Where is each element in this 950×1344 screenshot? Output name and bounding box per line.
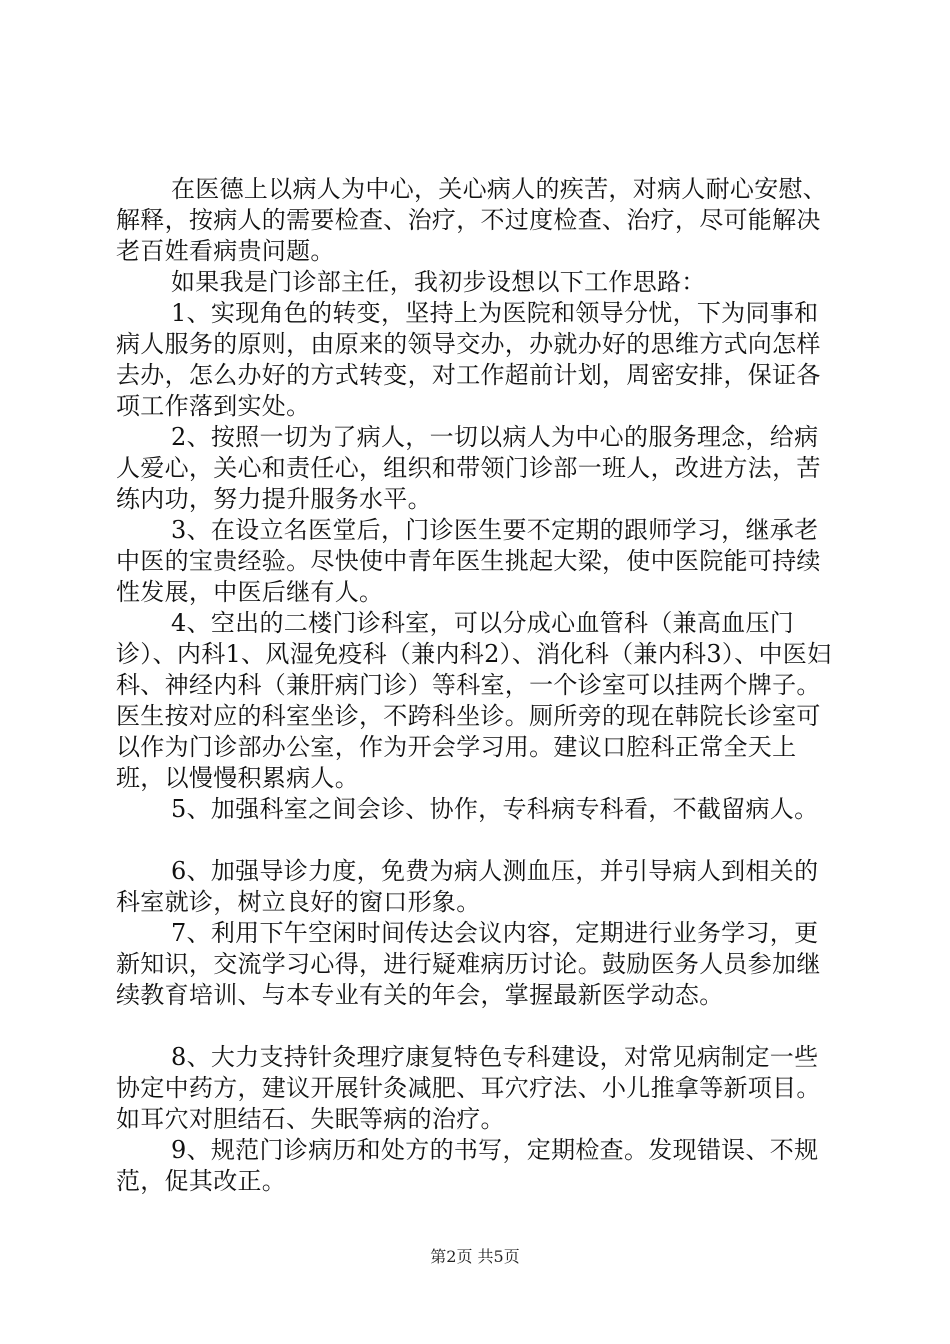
paragraph-item-9: 9、规范门诊病历和处方的书写，定期检查。发现错误、不规范，促其改正。	[116, 1136, 819, 1195]
paragraph-item-5: 5、加强科室之间会诊、协作，专科病专科看，不截留病人。	[171, 795, 819, 823]
paragraph-medical-ethics: 在医德上以病人为中心，关心病人的疾苦，对病人耐心安慰、解释，按病人的需要检查、治疗，不过度检查、治疗，尽可能解决老百姓看病贵问题。	[116, 175, 828, 265]
paragraph-item-4: 4、空出的二楼门诊科室，可以分成心血管科（兼高血压门诊）、内科1、风湿免疫科（兼内科2）、消化科（兼内科3）、中医妇科、神经内科（兼肝病门诊）等科室，一个诊室可以挂两个牌子。医生按对应的科室坐诊，不跨科坐诊。厕所旁的现在韩院长诊室可以作为门诊部办公室，作为开会学习用。建议口腔科正常全天上班，以慢慢积累病人。	[116, 609, 832, 792]
paragraph-item-7: 7、利用下午空闲时间传达会议内容，定期进行业务学习，更新知识，交流学习心得，进行疑难病历讨论。鼓励医务人员参加继续教育培训、与本专业有关的年会，掌握最新医学动态。	[116, 919, 821, 1009]
paragraph-intro: 如果我是门诊部主任，我初步设想以下工作思路：	[171, 268, 706, 296]
page-number-footer: 第2页 共5页	[430, 1247, 520, 1266]
paragraph-item-3: 3、在设立名医堂后，门诊医生要不定期的跟师学习，继承老中医的宝贵经验。尽快使中青年医生挑起大梁，使中医院能可持续性发展，中医后继有人。	[116, 516, 821, 606]
paragraph-item-1: 1、实现角色的转变，坚持上为医院和领导分忧，下为同事和病人服务的原则，由原来的领导交办，办就办好的思维方式向怎样去办，怎么办好的方式转变，对工作超前计划，周密安排，保证各项工作落到实处。	[116, 299, 821, 420]
paragraph-item-6: 6、加强导诊力度，免费为病人测血压，并引导病人到相关的科室就诊，树立良好的窗口形象。	[116, 857, 819, 916]
paragraph-item-2: 2、按照一切为了病人，一切以病人为中心的服务理念，给病人爱心，关心和责任心，组织和带领门诊部一班人，改进方法，苦练内功，努力提升服务水平。	[116, 423, 821, 513]
paragraph-item-8: 8、大力支持针灸理疗康复特色专科建设，对常见病制定一些协定中药方，建议开展针灸减肥、耳穴疗法、小儿推拿等新项目。如耳穴对胆结石、失眠等病的治疗。	[116, 1043, 821, 1133]
document-body	[116, 174, 836, 1197]
